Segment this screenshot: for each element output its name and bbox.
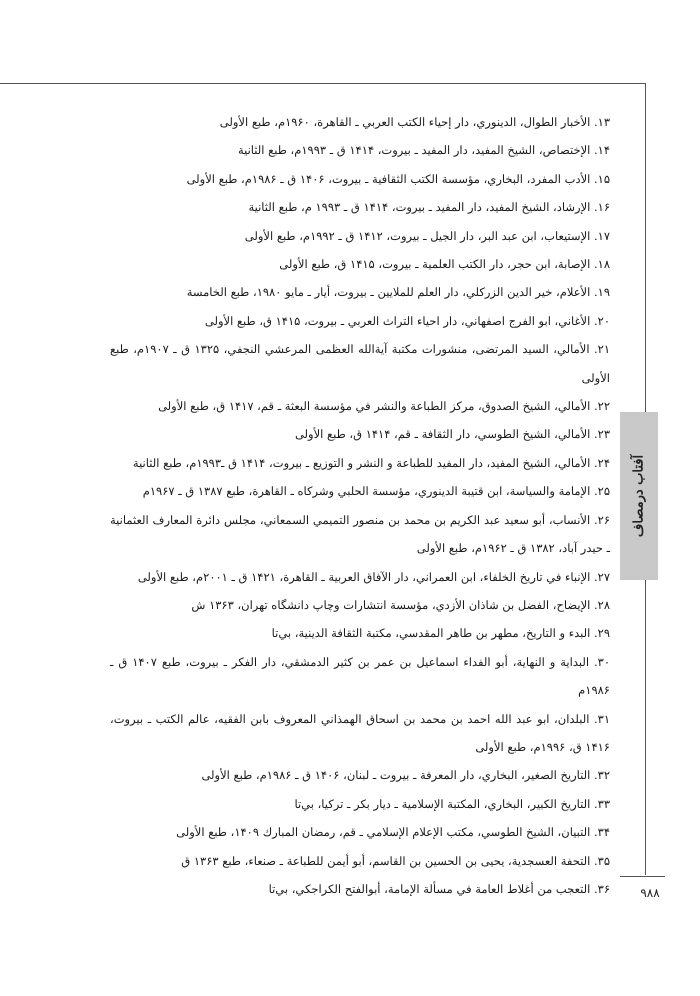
bibliography-entry: ۳۴. التبيان، الشيخ الطوسي، مكتب الإعلام الإسلامي ـ قم، رمضان المبارك ۱۴۰۹، طبع الأولى [176,825,610,840]
bibliography-entry: ۱۵. الأدب المفرد، البخاري، مؤسسة الكتب الثقافية ـ بيروت، ۱۴۰۶ ق ـ ۱۹۸۶م، طبع الأولى [186,171,610,186]
bibliography-entry: ۱۴. الإختصاص، الشيخ المفيد، دار المفيد ـ بيروت، ۱۴۱۴ ق ـ ۱۹۹۳م، طبع الثانية [237,143,610,158]
bibliography-entry: ۲۳. الأمالي، الشيخ الطوسي، دار الثقافة ـ قم، ۱۴۱۴ ق، طبع الأولى [294,427,610,442]
bibliography-entry: ۲۵. الإمامة والسياسة، ابن قتيبة الدينوري، مؤسسة الحلبي وشركاه ـ القاهرة، طبع ۱۳۸۷ ق ـ ۱۹۶۷م [142,484,610,499]
bibliography-entry: ۱۷. الإستيعاب، ابن عبد البر، دار الجيل ـ بيروت، ۱۴۱۲ ق ـ ۱۹۹۲م، طبع الأولى [244,228,610,243]
bibliography-entry: ۲۶. الأنساب، أبو سعيد عبد الكريم بن محمد بن منصور التميمي السمعاني، مجلس دائرة المعارف العثمانية ـ حيدر آباد، ۱۳۸۲ ق ـ ۱۹۶۲م، طبع الأولى [110,512,610,556]
bibliography-entry: ۲۸. الإيضاح، الفضل بن شاذان الأزدي، مؤسسة انتشارات وچاپ دانشگاه تهران، ۱۳۶۳ ش [191,597,610,612]
bibliography-entry: ۱۳. الأخبار الطوال، الدينوري، دار إحياء الكتب العربي ـ القاهرة، ۱۹۶۰م، طبع الأولى [219,115,610,129]
bibliography-entry: ۲۰. الأغاني، ابو الفرج اصفهاني، دار احياء التراث العربي ـ بيروت، ۱۴۱۵ ق، طبع الأولى [204,313,610,328]
bibliography-entry: ۲۱. الأمالي، السيد المرتضى، منشورات مكتبة آية‌الله العظمى المرعشي النجفي، ۱۳۲۵ ق ـ ۱۹۰۷م، طبع الأولى [110,342,610,385]
bibliography-entry: ۳۳. التاريخ الكبير، البخاري، المكتبة الإسلامية ـ ديار بكر ـ تركيا، بي‌تا [294,796,610,811]
side-tab-label: آفتاب درمصاف [631,454,647,538]
bibliography-entry: ۲۹. البدء و التاريخ، مطهر بن طاهر المقدسي، مكتبة الثقافة الدينية، بي‌تا [271,626,610,641]
bibliography-entry: ۲۷. الإنباء في تاريخ الخلفاء، ابن العمراني، دار الآفاق العربية ـ القاهرة، ۱۴۲۱ ق ـ ۲۰۰۱م، طبع الأولى [137,569,610,584]
bibliography-entry: ۱۸. الإصابة، ابن حجر، دار الكتب العلمية ـ بيروت، ۱۴۱۵ ق، طبع الأولى [279,257,610,272]
bibliography-entry: ۳۲. التاريخ الصغير، البخاري، دار المعرفة ـ بيروت ـ لبنان، ۱۴۰۶ ق ـ ۱۹۸۶م، طبع الأولى [201,768,610,783]
bibliography-entry: ۱۹. الأعلام، خير الدين الزركلي، دار العلم للملايين ـ بيروت، أيار ـ مايو ۱۹۸۰، طبع الخامسة [186,285,610,300]
bibliography-entry: ۱۶. الإرشاد، الشيخ المفيد، دار المفيد ـ بيروت، ۱۴۱۴ ق ـ ۱۹۹۳ م، طبع الثانية [248,200,610,215]
bibliography-entry: ۳۵. التحفة العسجدية، يحيى بن الحسين بن القاسم، أبو أيمن للطباعة ـ صنعاء، طبع ۱۳۶۳ ق [181,853,610,868]
top-rule [0,83,645,84]
page-number: ۹۸۸ [640,886,660,900]
bibliography-entry: ۲۴. الأمالي، الشيخ المفيد، دار المفيد للطباعة و النشر و التوزيع ـ بيروت، ۱۴۱۴ ق ـ۱۹۹۳م، طبع الثانية [132,455,610,470]
bibliography-entry: ۲۲. الأمالي، الشيخ الصدوق، مركز الطباعة والنشر في مؤسسة البعثة ـ قم، ۱۴۱۷ ق، طبع الأولى [158,399,610,414]
bibliography-entry: ۳۱. البلدان، ابو عبد الله احمد بن محمد بن اسحاق الهمذاني المعروف بابن الفقيه، عالم الكتب ـ بيروت، ۱۴۱۶ ق، ۱۹۹۶م، طبع الأولى [110,711,610,754]
bibliography-list [110,108,610,903]
bibliography-entry: ۳۶. التعجب من أغلاط العامة في مسألة الإمامة، أبوالفتح الكراجكي، بي‌تا [268,881,610,896]
bibliography-entry: ۳۰. البداية و النهاية، أبو الفداء اسماعيل بن عمر بن كثير الدمشقي، دار الفكر ـ بيروت، طبع ۱۴۰۷ ق ـ ۱۹۸۶م [110,654,610,698]
page-number-rule [620,876,665,877]
side-chapter-tab [620,412,658,580]
